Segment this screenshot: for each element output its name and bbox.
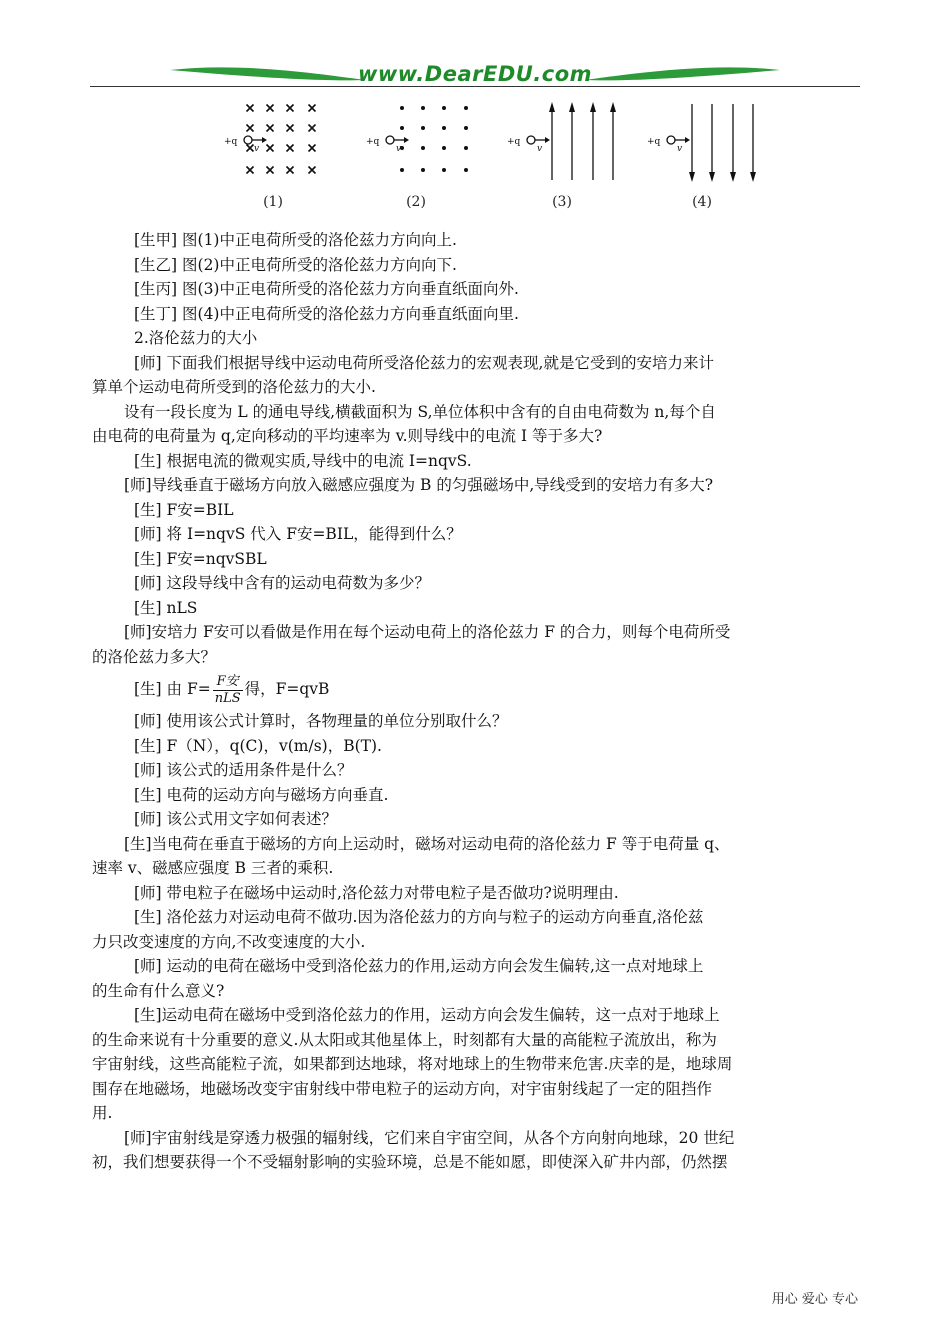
header-banner bbox=[90, 60, 860, 92]
charge-circle bbox=[527, 136, 535, 144]
field-dot bbox=[442, 168, 446, 172]
text-line: [师] 带电粒子在磁场中运动时,洛伦兹力对带电粒子是否做功?说明理由. bbox=[134, 883, 619, 902]
text-line: [师]导线垂直于磁场方向放入磁感应强度为 B 的匀强磁场中,导线受到的安培力有多大? bbox=[124, 476, 714, 494]
field-dot bbox=[400, 106, 404, 110]
charge-label: +q bbox=[507, 137, 521, 147]
figure-2-dot-field bbox=[366, 106, 468, 172]
field-cross bbox=[309, 125, 316, 132]
section-heading: 2.洛伦兹力的大小 bbox=[134, 329, 258, 347]
field-cross bbox=[247, 167, 254, 174]
formula-prefix: [生] 由 F= bbox=[134, 680, 211, 698]
text-line: [师] 下面我们根据导线中运动电荷所受洛伦兹力的宏观表现,就是它受到的安培力来计 bbox=[134, 353, 714, 372]
field-dot bbox=[464, 168, 468, 172]
fraction bbox=[213, 674, 243, 707]
text-line: [师] 将 I=nqvS 代入 F安=BIL，能得到什么？ bbox=[134, 525, 462, 543]
text-line: [生] 根据电流的微观实质,导线中的电流 I=nqvS. bbox=[134, 451, 472, 470]
figure-4-downward-field bbox=[647, 104, 756, 182]
field-dot bbox=[421, 146, 425, 150]
field-cross bbox=[287, 125, 294, 132]
velocity-label: v bbox=[254, 144, 260, 154]
magnetic-field-figures bbox=[215, 96, 770, 220]
text-line: 宇宙射线，这些高能粒子流，如果都到达地球，将对地球上的生物带来危害.庆幸的是，地球周 bbox=[92, 1055, 733, 1073]
field-cross bbox=[287, 105, 294, 112]
text-line: [生] F安=BIL bbox=[134, 500, 234, 519]
text-line: 的生命有什么意义? bbox=[92, 981, 225, 1000]
text-line: [生]当电荷在垂直于磁场的方向上运动时，磁场对运动电荷的洛伦兹力 F 等于电荷量 q、 bbox=[124, 834, 730, 853]
figure-1-cross-field bbox=[224, 105, 316, 174]
text-line: 初，我们想要获得一个不受辐射影响的实验环境，总是不能如愿，即使深入矿井内部，仍然摆 bbox=[92, 1153, 728, 1171]
field-cross bbox=[247, 125, 254, 132]
document-body bbox=[92, 228, 860, 1175]
charge-circle bbox=[386, 136, 394, 144]
field-cross bbox=[247, 145, 254, 152]
page-footer: 用心 爱心 专心 bbox=[771, 1292, 858, 1307]
charge-circle bbox=[244, 136, 252, 144]
field-cross bbox=[267, 167, 274, 174]
figure-caption-4: (4) bbox=[692, 194, 712, 210]
field-cross bbox=[267, 105, 274, 112]
field-dot bbox=[464, 146, 468, 150]
text-line: 的洛伦兹力多大？ bbox=[92, 647, 217, 666]
text-line: [生] F（N），q(C)，v(m/s)，B(T). bbox=[134, 736, 382, 755]
field-dot bbox=[464, 106, 468, 110]
field-dot bbox=[464, 126, 468, 130]
text-line: [生] nLS bbox=[134, 598, 198, 617]
fraction-numerator: F安 bbox=[213, 674, 243, 691]
field-dot bbox=[421, 106, 425, 110]
text-line: 设有一段长度为 L 的通电导线,横截面积为 S,单位体积中含有的自由电荷数为 n,每个自 bbox=[124, 402, 716, 421]
field-dot bbox=[442, 106, 446, 110]
text-line: [师] 该公式用文字如何表述？ bbox=[134, 810, 338, 828]
text-line: 的生命来说有十分重要的意义.从太阳或其他星体上，时刻都有大量的高能粒子流放出，称为 bbox=[92, 1030, 717, 1049]
field-dot bbox=[421, 126, 425, 130]
text-line: [师] 这段导线中含有的运动电荷数为多少？ bbox=[134, 574, 431, 592]
figure-3-upward-field bbox=[507, 102, 616, 180]
site-logo: www.DearEDU.com bbox=[357, 62, 593, 86]
velocity-label: v bbox=[396, 144, 402, 154]
text-line: [师] 该公式的适用条件是什么？ bbox=[134, 761, 353, 779]
field-cross bbox=[287, 167, 294, 174]
fraction-denominator: nLS bbox=[214, 690, 241, 706]
text-line: [生]运动电荷在磁场中受到洛伦兹力的作用，运动方向会发生偏转，这一点对于地球上 bbox=[134, 1006, 720, 1024]
charge-label: +q bbox=[366, 137, 380, 147]
text-line: [师] 使用该公式计算时，各物理量的单位分别取什么？ bbox=[134, 712, 508, 730]
field-cross bbox=[309, 105, 316, 112]
field-cross bbox=[247, 105, 254, 112]
field-dot bbox=[442, 126, 446, 130]
field-cross bbox=[267, 125, 274, 132]
field-cross bbox=[309, 167, 316, 174]
text-line: [生] 洛伦兹力对运动电荷不做功.因为洛伦兹力的方向与粒子的运动方向垂直,洛伦兹 bbox=[134, 908, 704, 926]
field-cross bbox=[287, 145, 294, 152]
text-line: 围存在地磁场，地磁场改变宇宙射线中带电粒子的运动方向，对宇宙射线起了一定的阻挡作 bbox=[92, 1079, 713, 1098]
charge-label: +q bbox=[224, 137, 238, 147]
velocity-label: v bbox=[677, 144, 683, 154]
charge-circle bbox=[667, 136, 675, 144]
velocity-label: v bbox=[537, 144, 543, 154]
text-line: 力只改变速度的方向,不改变速度的大小. bbox=[92, 932, 366, 951]
formula-suffix: 得，F=qvB bbox=[244, 680, 330, 698]
text-line: 由电荷的电荷量为 q,定向移动的平均速率为 v.则导线中的电流 I 等于多大? bbox=[92, 427, 603, 445]
text-line: [生丁] 图(4)中正电荷所受的洛伦兹力方向垂直纸面向里. bbox=[134, 304, 519, 323]
text-line: 算单个运动电荷所受到的洛伦兹力的大小. bbox=[92, 378, 376, 396]
text-line: [生] 电荷的运动方向与磁场方向垂直. bbox=[134, 785, 389, 804]
field-cross bbox=[267, 145, 274, 152]
field-cross bbox=[309, 145, 316, 152]
field-dot bbox=[400, 168, 404, 172]
field-dot bbox=[421, 168, 425, 172]
text-line: [师]宇宙射线是穿透力极强的辐射线，它们来自宇宙空间，从各个方向射向地球，20 世纪 bbox=[124, 1128, 735, 1147]
text-line: [生丙] 图(3)中正电荷所受的洛伦兹力方向垂直纸面向外. bbox=[134, 280, 519, 298]
charge-label: +q bbox=[647, 137, 661, 147]
text-line: 速率 v、磁感应强度 B 三者的乘积. bbox=[92, 859, 334, 877]
figure-caption-1: (1) bbox=[263, 194, 283, 210]
text-line: [师] 运动的电荷在磁场中受到洛伦兹力的作用,运动方向会发生偏转,这一点对地球上 bbox=[134, 957, 704, 975]
field-dot bbox=[442, 146, 446, 150]
text-line: [生甲] 图(1)中正电荷所受的洛伦兹力方向向上. bbox=[134, 231, 457, 249]
figure-caption-3: (3) bbox=[552, 194, 572, 210]
text-line: [生乙] 图(2)中正电荷所受的洛伦兹力方向向下. bbox=[134, 255, 457, 274]
field-dot bbox=[400, 126, 404, 130]
text-line: [生] F安=nqvSBL bbox=[134, 549, 267, 568]
formula-line bbox=[92, 669, 860, 709]
text-line: [师]安培力 F安可以看做是作用在每个运动电荷上的洛伦兹力 F 的合力，则每个电荷所受 bbox=[124, 623, 731, 641]
text-line: 用. bbox=[92, 1104, 113, 1122]
header-divider bbox=[90, 86, 860, 87]
figure-caption-2: (2) bbox=[406, 194, 426, 210]
